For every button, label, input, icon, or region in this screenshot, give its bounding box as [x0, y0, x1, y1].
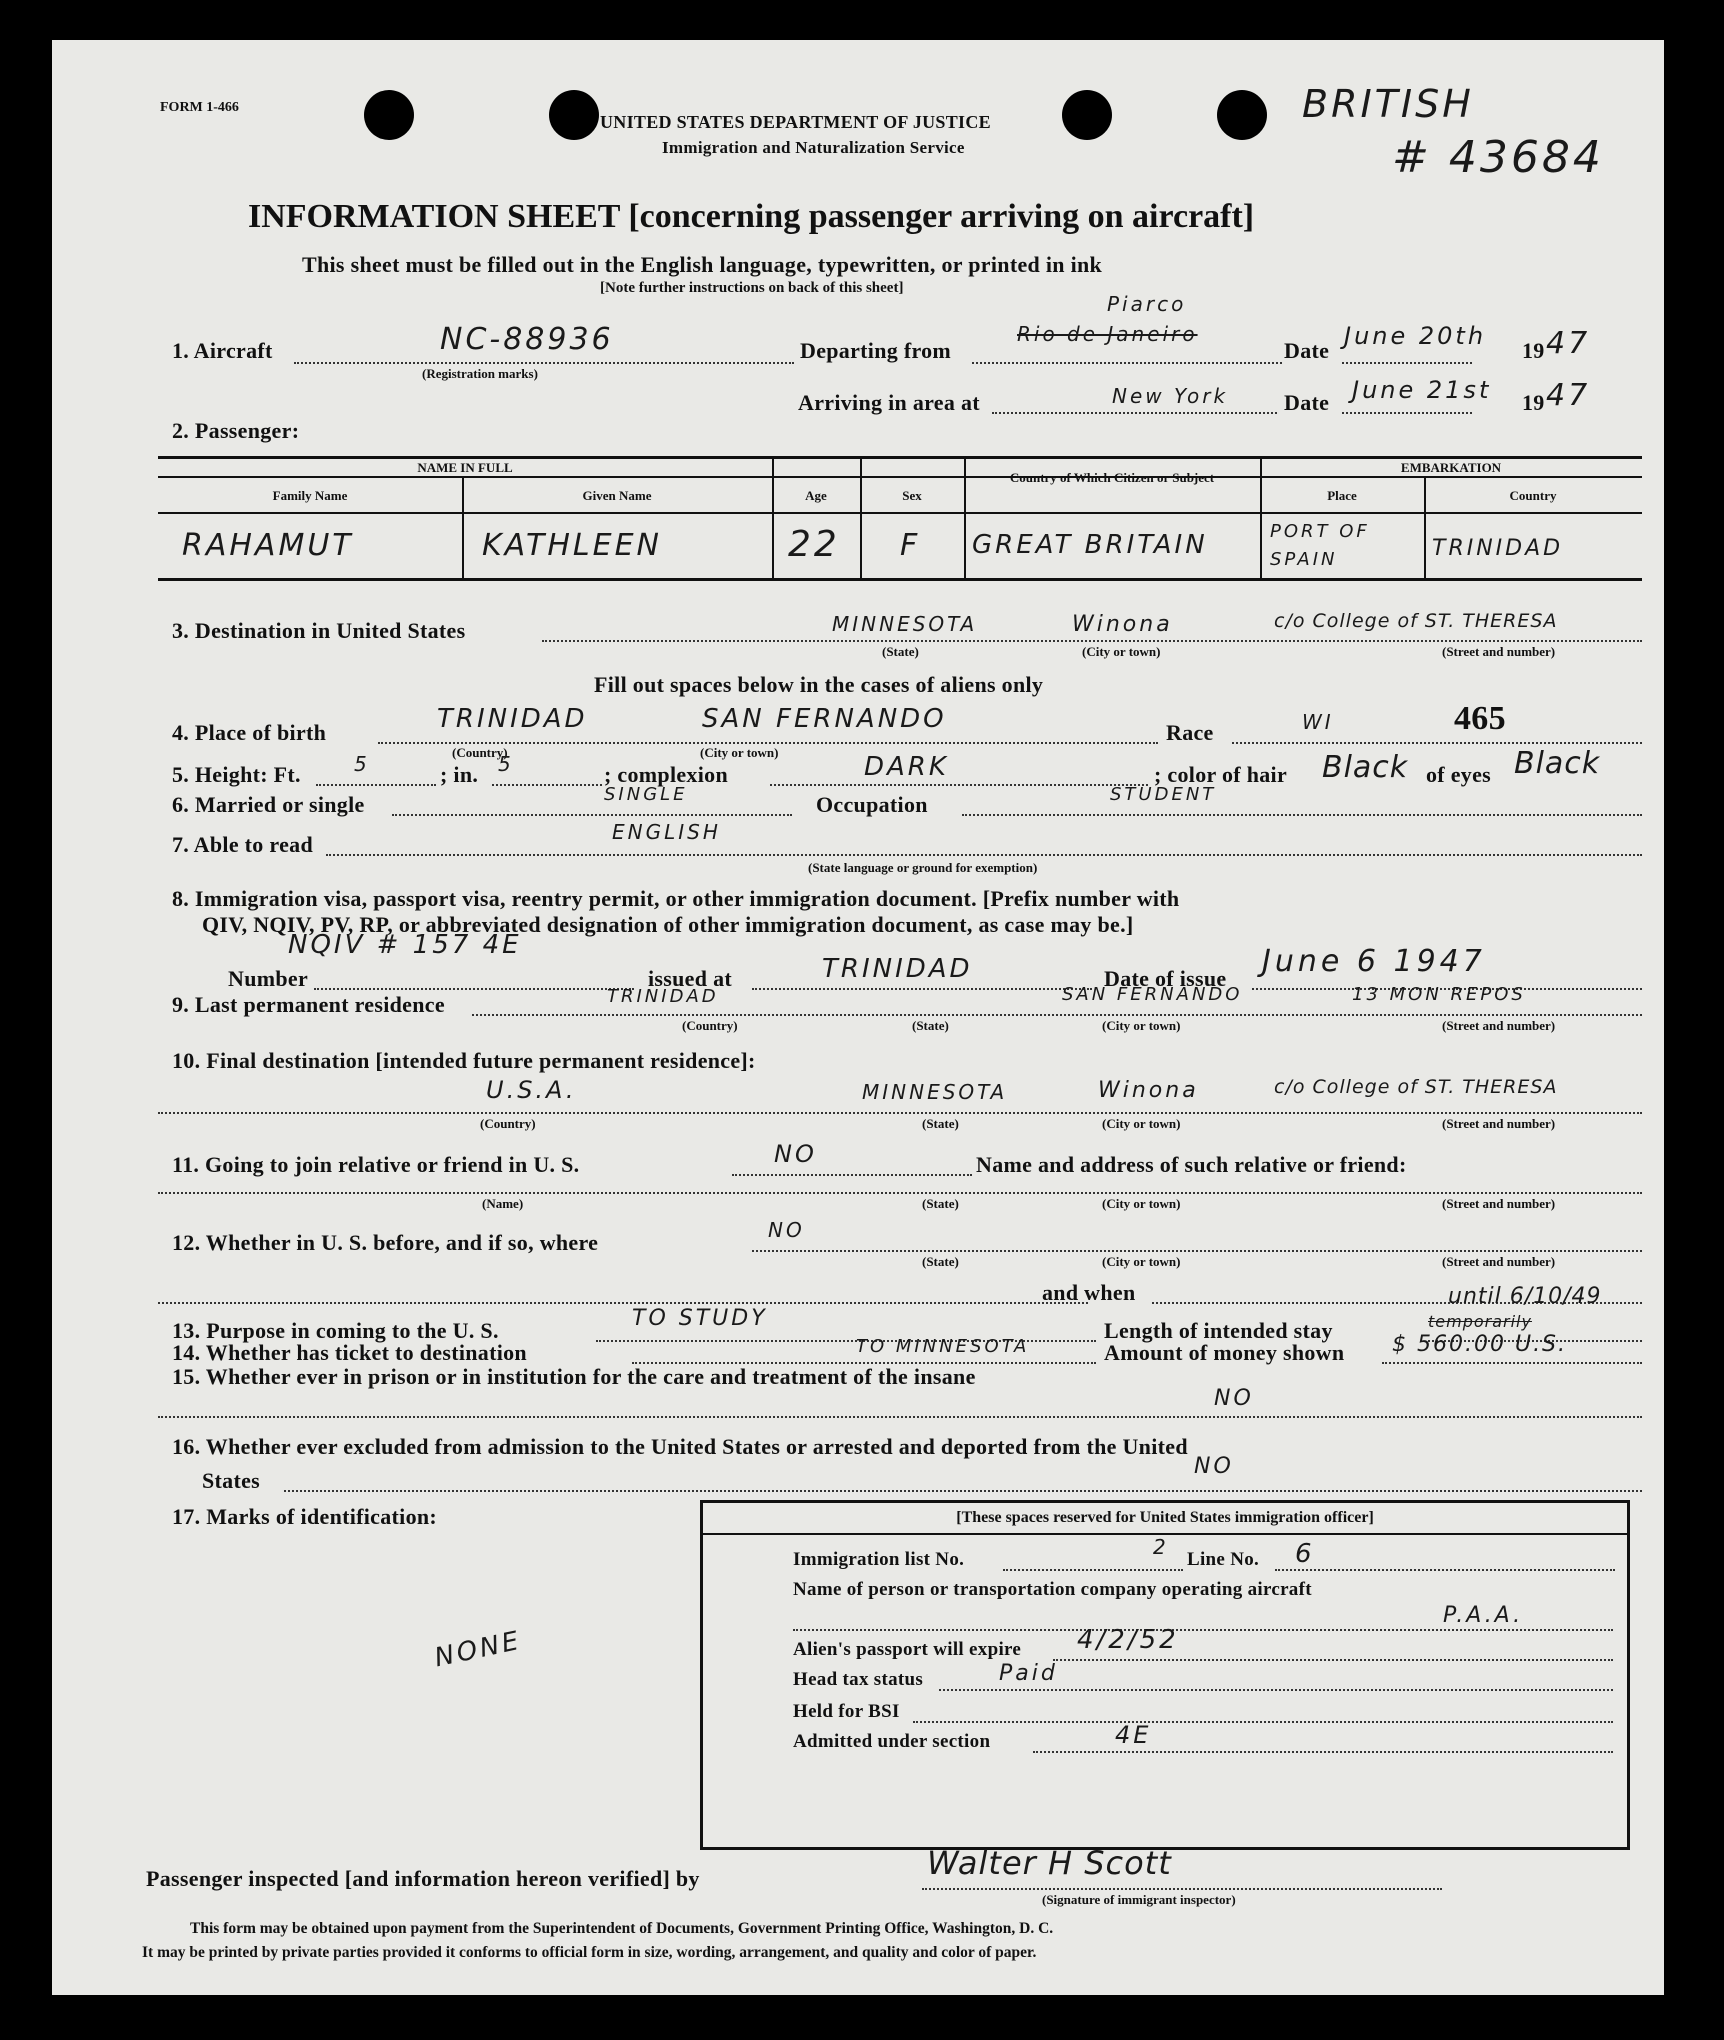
aliens-heading: Fill out spaces below in the cases of aliens only: [594, 672, 1044, 697]
destination-street: c/o College of ST. THERESA: [1274, 610, 1558, 632]
passport-value: 4/2/52: [1077, 1625, 1179, 1655]
prison-value: NO: [1214, 1386, 1254, 1411]
race-label: Race: [1166, 720, 1214, 745]
final-city-caption: (City or town): [1102, 1116, 1181, 1131]
departure-year-prefix: 19: [1522, 338, 1545, 363]
inspection-caption: (Signature of immigrant inspector): [1042, 1892, 1236, 1907]
ticket-label: 14. Whether has ticket to destination: [172, 1340, 527, 1365]
departing-struck: Rio de Janeiro: [1017, 322, 1198, 346]
excluded-line2: States: [202, 1468, 261, 1493]
eyes-value: Black: [1514, 746, 1601, 781]
residence-city-caption: (City or town): [1102, 1018, 1181, 1033]
arrival-date: June 21st: [1352, 376, 1492, 404]
issued-at-value: TRINIDAD: [822, 954, 973, 984]
height-feet: 5: [354, 752, 370, 776]
issued-at-label: issued at: [648, 966, 732, 991]
prison-label: 15. Whether ever in prison or in institution for the care and treatment of the insane: [172, 1364, 976, 1389]
destination-state-caption: (State): [882, 644, 919, 659]
hair-value: Black: [1322, 750, 1409, 785]
relative-value: NO: [774, 1140, 817, 1168]
residence-city: SAN FERNANDO: [1062, 984, 1243, 1005]
destination-city-caption: (City or town): [1082, 644, 1161, 659]
family-name-value: RAHAMUT: [182, 528, 354, 563]
visa-line1: 8. Immigration visa, passport visa, reentry permit, or other immigration document. [Prefix number with: [172, 886, 1180, 911]
list-label: Immigration list No.: [793, 1549, 965, 1570]
height-label: 5. Height: Ft.: [172, 762, 301, 787]
relative-name-caption: (Name): [482, 1196, 524, 1211]
visa-number-label: Number: [228, 966, 309, 991]
inspection-label: Passenger inspected [and information hereon verified] by: [146, 1866, 700, 1891]
before-state-caption: (State): [922, 1254, 959, 1269]
before-city-caption: (City or town): [1102, 1254, 1181, 1269]
relative-state-caption: (State): [922, 1196, 959, 1211]
final-destination-label: 10. Final destination [intended future permanent residence]:: [172, 1048, 756, 1073]
list-value: 2: [1153, 1535, 1169, 1559]
embarkation-place-value: PORT OF SPAIN: [1270, 521, 1370, 570]
punch-hole: [1217, 90, 1267, 140]
officer-box-header: [These spaces reserved for United States immigration officer]: [956, 1509, 1374, 1526]
passport-label: Alien's passport will expire: [793, 1639, 1022, 1660]
residence-label: 9. Last permanent residence: [172, 992, 445, 1017]
header-family-name: Family Name: [272, 488, 348, 503]
header-name-in-full: NAME IN FULL: [417, 460, 513, 475]
bsi-label: Held for BSI: [793, 1701, 900, 1722]
final-country: U.S.A.: [486, 1076, 577, 1104]
residence-country: TRINIDAD: [607, 986, 719, 1007]
arrival-year: 47: [1546, 378, 1591, 413]
relative-street-caption: (Street and number): [1442, 1196, 1556, 1211]
header-given-name: Given Name: [582, 488, 652, 503]
aircraft-registration: NC-88936: [440, 322, 614, 357]
money-label: Amount of money shown: [1104, 1340, 1345, 1365]
destination-city: Winona: [1072, 612, 1173, 637]
hair-label: ; color of hair: [1154, 762, 1288, 787]
final-country-caption: (Country): [480, 1116, 536, 1131]
header-place: Place: [1327, 488, 1357, 503]
final-state: MINNESOTA: [862, 1080, 1008, 1104]
residence-street-caption: (Street and number): [1442, 1018, 1556, 1033]
money-value: $ 560.00 U.S.: [1392, 1332, 1568, 1357]
company-label: Name of person or transportation company operating aircraft: [793, 1579, 1312, 1600]
registration-caption: (Registration marks): [422, 366, 538, 381]
occupation-value: STUDENT: [1110, 784, 1217, 805]
height-inches: 5: [498, 752, 514, 776]
before-value: NO: [768, 1218, 805, 1242]
departing-label: Departing from: [800, 338, 952, 363]
inspector-signature: Walter H Scott: [927, 1844, 1172, 1882]
form-number: FORM 1-466: [160, 100, 239, 115]
marks-label: 17. Marks of identification:: [172, 1504, 438, 1529]
birth-country-caption: (Country): [452, 745, 508, 760]
embarkation-country-value: TRINIDAD: [1432, 536, 1564, 561]
header-emb-country: Country: [1509, 488, 1557, 503]
stay-struck: temporarily: [1428, 1312, 1532, 1331]
residence-street: 13 MON REPOS: [1352, 984, 1526, 1005]
visa-line2: QIV, NQIV, PV, RP, or abbreviated designation of other immigration document, as case may be.]: [202, 912, 1134, 937]
officer-box: [700, 1500, 1630, 1850]
page-title: INFORMATION SHEET [concerning passenger arriving on aircraft]: [248, 198, 1255, 235]
read-caption: (State language or ground for exemption): [808, 860, 1038, 875]
relative-name-label: Name and address of such relative or friend:: [976, 1152, 1407, 1177]
header-age: Age: [805, 488, 827, 503]
departing-from: Piarco: [1107, 292, 1187, 316]
annotation-british: BRITISH: [1302, 82, 1474, 126]
issue-date-value: June 6 1947: [1262, 944, 1486, 979]
ticket-value: TO MINNESOTA: [856, 1336, 1030, 1357]
read-value: ENGLISH: [612, 820, 721, 844]
marital-label: 6. Married or single: [172, 792, 365, 817]
race-code: 465: [1454, 700, 1506, 737]
birth-country: TRINIDAD: [437, 704, 588, 734]
marks-value: NONE: [432, 1625, 525, 1674]
footer-line2: It may be printed by private parties provided it conforms to official form in size, wording, arrangement, and quality and color of paper.: [142, 1944, 1037, 1961]
when-label: and when: [1042, 1280, 1136, 1305]
final-street: c/o College of ST. THERESA: [1274, 1076, 1558, 1098]
excluded-line1: 16. Whether ever excluded from admission to the United States or arrested and deported from the United: [172, 1434, 1188, 1459]
residence-state-caption: (State): [912, 1018, 949, 1033]
header-country: Country of Which Citizen or Subject: [1009, 470, 1215, 485]
punch-hole: [549, 90, 599, 140]
departure-date: June 20th: [1344, 322, 1487, 350]
punch-hole: [1062, 90, 1112, 140]
arriving-at: New York: [1112, 384, 1229, 408]
departure-date-label: Date: [1284, 338, 1330, 363]
final-city: Winona: [1098, 1078, 1199, 1103]
stay-value: until 6/10/49: [1448, 1284, 1602, 1309]
before-street-caption: (Street and number): [1442, 1254, 1556, 1269]
service-name: Immigration and Naturalization Service: [662, 138, 965, 157]
birth-city: SAN FERNANDO: [702, 704, 947, 734]
sex-value: F: [900, 528, 921, 563]
eyes-label: of eyes: [1426, 762, 1492, 787]
destination-label: 3. Destination in United States: [172, 618, 466, 643]
departure-year: 47: [1546, 326, 1591, 361]
age-value: 22: [788, 524, 840, 565]
issue-date-label: Date of issue: [1104, 966, 1227, 991]
arriving-label: Arriving in area at: [798, 390, 980, 415]
stay-label: Length of intended stay: [1104, 1318, 1333, 1343]
residence-country-caption: (Country): [682, 1018, 738, 1033]
final-state-caption: (State): [922, 1116, 959, 1131]
footer-line1: This form may be obtained upon payment from the Superintendent of Documents, Government Printing Office, Washington, D. C.: [190, 1920, 1054, 1937]
arrival-year-prefix: 19: [1522, 390, 1545, 415]
form-sheet: [52, 40, 1664, 1995]
birth-city-caption: (City or town): [700, 745, 779, 760]
final-street-caption: (Street and number): [1442, 1116, 1556, 1131]
inches-label: ; in.: [440, 762, 479, 787]
given-name-value: KATHLEEN: [482, 528, 662, 563]
tax-label: Head tax status: [793, 1669, 924, 1690]
purpose-value: TO STUDY: [632, 1306, 768, 1331]
citizenship-value: GREAT BRITAIN: [972, 530, 1208, 560]
marital-value: SINGLE: [604, 784, 688, 805]
instruction-note: [Note further instructions on back of this sheet]: [600, 280, 904, 296]
occupation-label: Occupation: [816, 792, 928, 817]
destination-street-caption: (Street and number): [1442, 644, 1556, 659]
arrival-date-label: Date: [1284, 390, 1330, 415]
header-sex: Sex: [902, 488, 922, 503]
destination-state: MINNESOTA: [832, 612, 978, 636]
line-label: Line No.: [1187, 1549, 1260, 1570]
purpose-label: 13. Purpose in coming to the U. S.: [172, 1318, 499, 1343]
complexion-value: DARK: [864, 752, 949, 782]
annotation-number: # 43684: [1392, 132, 1604, 183]
read-label: 7. Able to read: [172, 832, 313, 857]
relative-label: 11. Going to join relative or friend in U. S.: [172, 1152, 580, 1177]
instruction-text: This sheet must be filled out in the English language, typewritten, or printed in ink: [302, 252, 1103, 277]
race-value: WI: [1302, 710, 1334, 734]
admitted-label: Admitted under section: [793, 1731, 991, 1752]
visa-number: NQIV # 157 4E: [288, 930, 522, 960]
company-value: P.A.A.: [1443, 1603, 1524, 1628]
passenger-label: 2. Passenger:: [172, 418, 300, 443]
tax-value: Paid: [999, 1661, 1058, 1686]
excluded-value: NO: [1194, 1454, 1234, 1479]
before-label: 12. Whether in U. S. before, and if so, where: [172, 1230, 599, 1255]
complexion-label: ; complexion: [604, 762, 728, 787]
punch-hole: [364, 90, 414, 140]
birth-label: 4. Place of birth: [172, 720, 327, 745]
department-name: UNITED STATES DEPARTMENT OF JUSTICE: [600, 112, 991, 132]
header-embarkation: EMBARKATION: [1400, 460, 1502, 475]
admitted-value: 4E: [1115, 1721, 1152, 1749]
line-value: 6: [1295, 1539, 1315, 1569]
relative-city-caption: (City or town): [1102, 1196, 1181, 1211]
aircraft-label: 1. Aircraft: [172, 338, 273, 363]
